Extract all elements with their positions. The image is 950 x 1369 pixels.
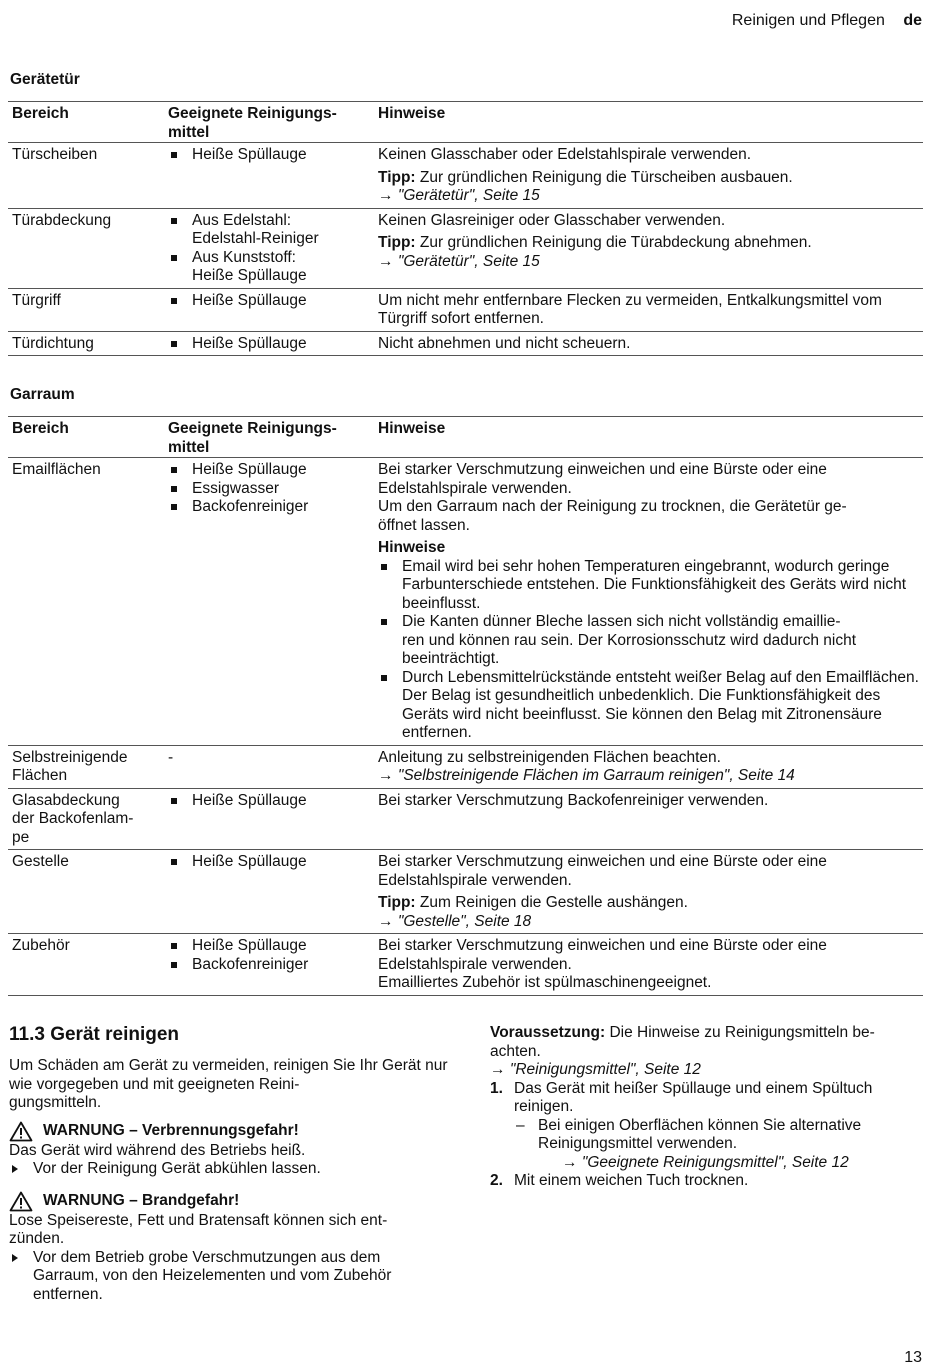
table-row bbox=[8, 788, 923, 850]
step-list bbox=[490, 1080, 922, 1191]
area-cell: Türgriff bbox=[12, 291, 61, 309]
agents-cell bbox=[164, 143, 374, 209]
list-item: Backofenreiniger bbox=[168, 498, 370, 517]
tip-body: Zur gründlichen Reinigung die Türscheiben ausbauen. bbox=[419, 168, 793, 186]
list-item: Essigwasser bbox=[168, 480, 370, 499]
step-text: Mit einem weichen Tuch trocknen. bbox=[514, 1172, 749, 1189]
column-header-agents: Geeignete Reinigungs- mittel bbox=[168, 420, 337, 456]
cavity-cleaning-table bbox=[8, 416, 923, 996]
list-item: Heiße Spüllauge bbox=[168, 335, 370, 354]
warning-triangle-icon bbox=[9, 1121, 33, 1142]
running-header bbox=[732, 12, 922, 31]
area-cell: Türabdeckung bbox=[12, 211, 112, 229]
warning-triangle-icon bbox=[9, 1191, 33, 1212]
prerequisite bbox=[490, 1024, 922, 1061]
note-text: Um den Garraum nach der Reinigung zu trocknen, die Gerätetür ge- öffnet lassen. bbox=[378, 498, 847, 534]
column-header-agents: Geeignete Reinigungs- mittel bbox=[168, 105, 337, 141]
list-item: Heiße Spüllauge bbox=[168, 146, 370, 165]
list-item: Die Kanten dünner Bleche lassen sich nicht vollständig emaillie- ren und können rau sein. Der Korrosionsschutz wird dadurch nicht beeinträchtigt. bbox=[378, 613, 919, 669]
arrow-right-icon: → bbox=[490, 1061, 506, 1078]
notes-cell bbox=[374, 934, 923, 996]
list-item: Email wird bei sehr hohen Temperaturen eingebrannt, wodurch geringe Farbunterschiede entstehen. Die Funktionsfähigkeit des Geräts wird nicht beeinflusst. bbox=[378, 558, 919, 614]
arrow-right-icon: → bbox=[378, 912, 394, 930]
list-item: Heiße Spüllauge bbox=[168, 937, 370, 956]
step-number: 1. bbox=[490, 1079, 503, 1097]
arrow-right-icon: → bbox=[378, 187, 394, 204]
warning-text: Das Gerät wird während des Betriebs heiß. bbox=[9, 1141, 306, 1159]
section-left-column bbox=[9, 1024, 449, 1304]
column-header-area: Bereich bbox=[12, 420, 69, 437]
agents-cell bbox=[164, 788, 374, 850]
hints-label: Hinweise bbox=[378, 539, 446, 556]
warning-title: WARNUNG – Verbrennungsgefahr! bbox=[43, 1121, 299, 1139]
reference-text: "Gerätetür", Seite 15 bbox=[397, 252, 540, 270]
reference-text: "Gerätetür", Seite 15 bbox=[397, 187, 540, 204]
column-header-area: Bereich bbox=[12, 105, 69, 122]
warning-title: WARNUNG – Brandgefahr! bbox=[43, 1191, 240, 1209]
section-right-column bbox=[490, 1024, 922, 1191]
notes-cell bbox=[374, 208, 923, 288]
cavity-heading: Garraum bbox=[10, 386, 75, 403]
list-item: Heiße Spüllauge bbox=[168, 292, 370, 311]
action-item: Vor der Reinigung Gerät abkühlen lassen. bbox=[9, 1160, 449, 1179]
note-text: Bei starker Verschmutzung einweichen und eine Bürste oder eine Edelstahlspirale verwenden. bbox=[378, 937, 827, 973]
table-row bbox=[8, 331, 923, 356]
page-number: 13 bbox=[904, 1349, 922, 1366]
notes-cell bbox=[374, 288, 923, 331]
note-text: Nicht abnehmen und nicht scheuern. bbox=[378, 334, 631, 352]
door-cleaning-table bbox=[8, 101, 923, 356]
note-text: Bei starker Verschmutzung einweichen und eine Bürste oder eine Edelstahlspirale verwenden. bbox=[378, 853, 827, 889]
arrow-right-icon: → bbox=[562, 1153, 578, 1171]
reference-text: "Geeignete Reinigungsmittel", Seite 12 bbox=[581, 1153, 849, 1171]
language-code: de bbox=[903, 12, 922, 29]
table-row bbox=[8, 208, 923, 288]
notes-cell bbox=[374, 745, 923, 788]
tip-text bbox=[378, 234, 919, 253]
table-header-row bbox=[8, 102, 923, 143]
list-item: Heiße Spüllauge bbox=[168, 853, 370, 872]
table-row bbox=[8, 143, 923, 209]
list-item: Heiße Spüllauge bbox=[168, 461, 370, 480]
warning-text: Lose Speisereste, Fett und Bratensaft können sich ent- zünden. bbox=[9, 1211, 388, 1247]
note-text: Um nicht mehr entfernbare Flecken zu vermeiden, Entkalkungsmittel vom Türgriff sofort entfernen. bbox=[378, 291, 882, 327]
arrow-right-icon: → bbox=[378, 252, 394, 270]
column-header-notes: Hinweise bbox=[378, 420, 446, 437]
tip-body: Zum Reinigen die Gestelle aushängen. bbox=[419, 894, 688, 911]
notes-cell bbox=[374, 850, 923, 934]
area-cell: Türscheiben bbox=[12, 146, 98, 163]
list-item: Aus Edelstahl: Edelstahl-Reiniger bbox=[168, 212, 370, 249]
table-row bbox=[8, 458, 923, 746]
tip-label: Tipp: bbox=[378, 894, 416, 911]
note-text: Bei starker Verschmutzung Backofenreiniger verwenden. bbox=[378, 791, 769, 809]
agents-cell bbox=[164, 288, 374, 331]
cross-reference[interactable] bbox=[378, 187, 919, 206]
sub-step-item bbox=[514, 1117, 922, 1173]
agents-cell: - bbox=[168, 748, 174, 766]
table-row bbox=[8, 288, 923, 331]
arrow-right-icon: → bbox=[378, 767, 394, 784]
prerequisite-text: Die Hinweise zu Reinigungsmitteln be- achten. bbox=[490, 1024, 875, 1060]
list-item: Backofenreiniger bbox=[168, 956, 370, 975]
notes-cell bbox=[374, 331, 923, 356]
cross-reference[interactable] bbox=[538, 1154, 922, 1173]
table-header-row bbox=[8, 417, 923, 458]
agents-cell bbox=[164, 458, 374, 746]
action-item: Vor dem Betrieb grobe Verschmutzungen aus dem Garraum, von den Heizelementen und vom Zubehör entfernen. bbox=[9, 1249, 449, 1305]
section-title: 11.3 Gerät reinigen bbox=[9, 1024, 180, 1045]
step-text: Das Gerät mit heißer Spüllauge und einem Spültuch reinigen. bbox=[514, 1079, 873, 1115]
table-row bbox=[8, 745, 923, 788]
notes-cell bbox=[374, 788, 923, 850]
table-row bbox=[8, 934, 923, 996]
agents-cell bbox=[164, 934, 374, 996]
area-cell: Glasabdeckung der Backofenlam- pe bbox=[12, 791, 134, 846]
tip-text bbox=[378, 169, 919, 188]
step-number: 2. bbox=[490, 1172, 503, 1189]
tip-label: Tipp: bbox=[378, 234, 416, 251]
agents-cell bbox=[164, 850, 374, 934]
area-cell: Emailflächen bbox=[12, 461, 101, 478]
note-text: Emailliertes Zubehör ist spülmaschinengeeignet. bbox=[378, 974, 712, 991]
agents-cell bbox=[164, 331, 374, 356]
cross-reference[interactable] bbox=[490, 1061, 922, 1080]
notes-cell bbox=[374, 458, 923, 746]
list-item: Aus Kunststoff: Heiße Spüllauge bbox=[168, 249, 370, 286]
reference-text: "Selbstreinigende Flächen im Garraum reinigen", Seite 14 bbox=[397, 767, 795, 784]
sub-step-text: Bei einigen Oberflächen können Sie alternative Reinigungsmittel verwenden. bbox=[538, 1116, 862, 1152]
step-item bbox=[490, 1080, 922, 1173]
note-text: Keinen Glasschaber oder Edelstahlspirale verwenden. bbox=[378, 146, 752, 163]
note-text: Bei starker Verschmutzung einweichen und eine Bürste oder eine Edelstahlspirale verwenden. bbox=[378, 461, 827, 497]
note-text: Keinen Glasreiniger oder Glasschaber verwenden. bbox=[378, 211, 726, 229]
list-item: Heiße Spüllauge bbox=[168, 792, 370, 811]
warning-heading bbox=[9, 1191, 449, 1212]
cross-reference[interactable] bbox=[378, 913, 919, 932]
column-header-notes: Hinweise bbox=[378, 105, 446, 122]
area-cell: Selbstreinigende Flächen bbox=[12, 748, 128, 784]
area-cell: Zubehör bbox=[12, 937, 70, 954]
notes-cell bbox=[374, 143, 923, 209]
tip-body: Zur gründlichen Reinigung die Türabdeckung abnehmen. bbox=[419, 234, 812, 251]
agents-cell bbox=[164, 208, 374, 288]
list-item: Durch Lebensmittelrückstände entsteht weißer Belag auf den Emailflächen. Der Belag ist gesundheitlich unbedenklich. Die Funktionsfähigkeit des Geräts wird nicht beeinflusst. Sie können den Belag mit Zitronensäure entfernen. bbox=[378, 669, 919, 743]
area-cell: Türdichtung bbox=[12, 334, 94, 352]
door-heading: Gerätetür bbox=[10, 71, 80, 88]
note-text: Anleitung zu selbstreinigenden Flächen beachten. bbox=[378, 748, 721, 766]
reference-text: "Reinigungsmittel", Seite 12 bbox=[509, 1061, 701, 1078]
table-row bbox=[8, 850, 923, 934]
step-item bbox=[490, 1172, 922, 1191]
cross-reference[interactable] bbox=[378, 767, 919, 786]
tip-text bbox=[378, 894, 919, 913]
cross-reference[interactable] bbox=[378, 253, 919, 272]
tip-label: Tipp: bbox=[378, 168, 416, 186]
reference-text: "Gestelle", Seite 18 bbox=[397, 912, 532, 930]
prerequisite-label: Voraussetzung: bbox=[490, 1024, 606, 1041]
section-name: Reinigen und Pflegen bbox=[731, 12, 885, 29]
section-intro: Um Schäden am Gerät zu vermeiden, reinigen Sie Ihr Gerät nur wie vorgegeben und mit geeigneten Reini- gungsmitteln. bbox=[9, 1057, 448, 1111]
area-cell: Gestelle bbox=[12, 853, 69, 870]
warning-heading bbox=[9, 1121, 449, 1142]
